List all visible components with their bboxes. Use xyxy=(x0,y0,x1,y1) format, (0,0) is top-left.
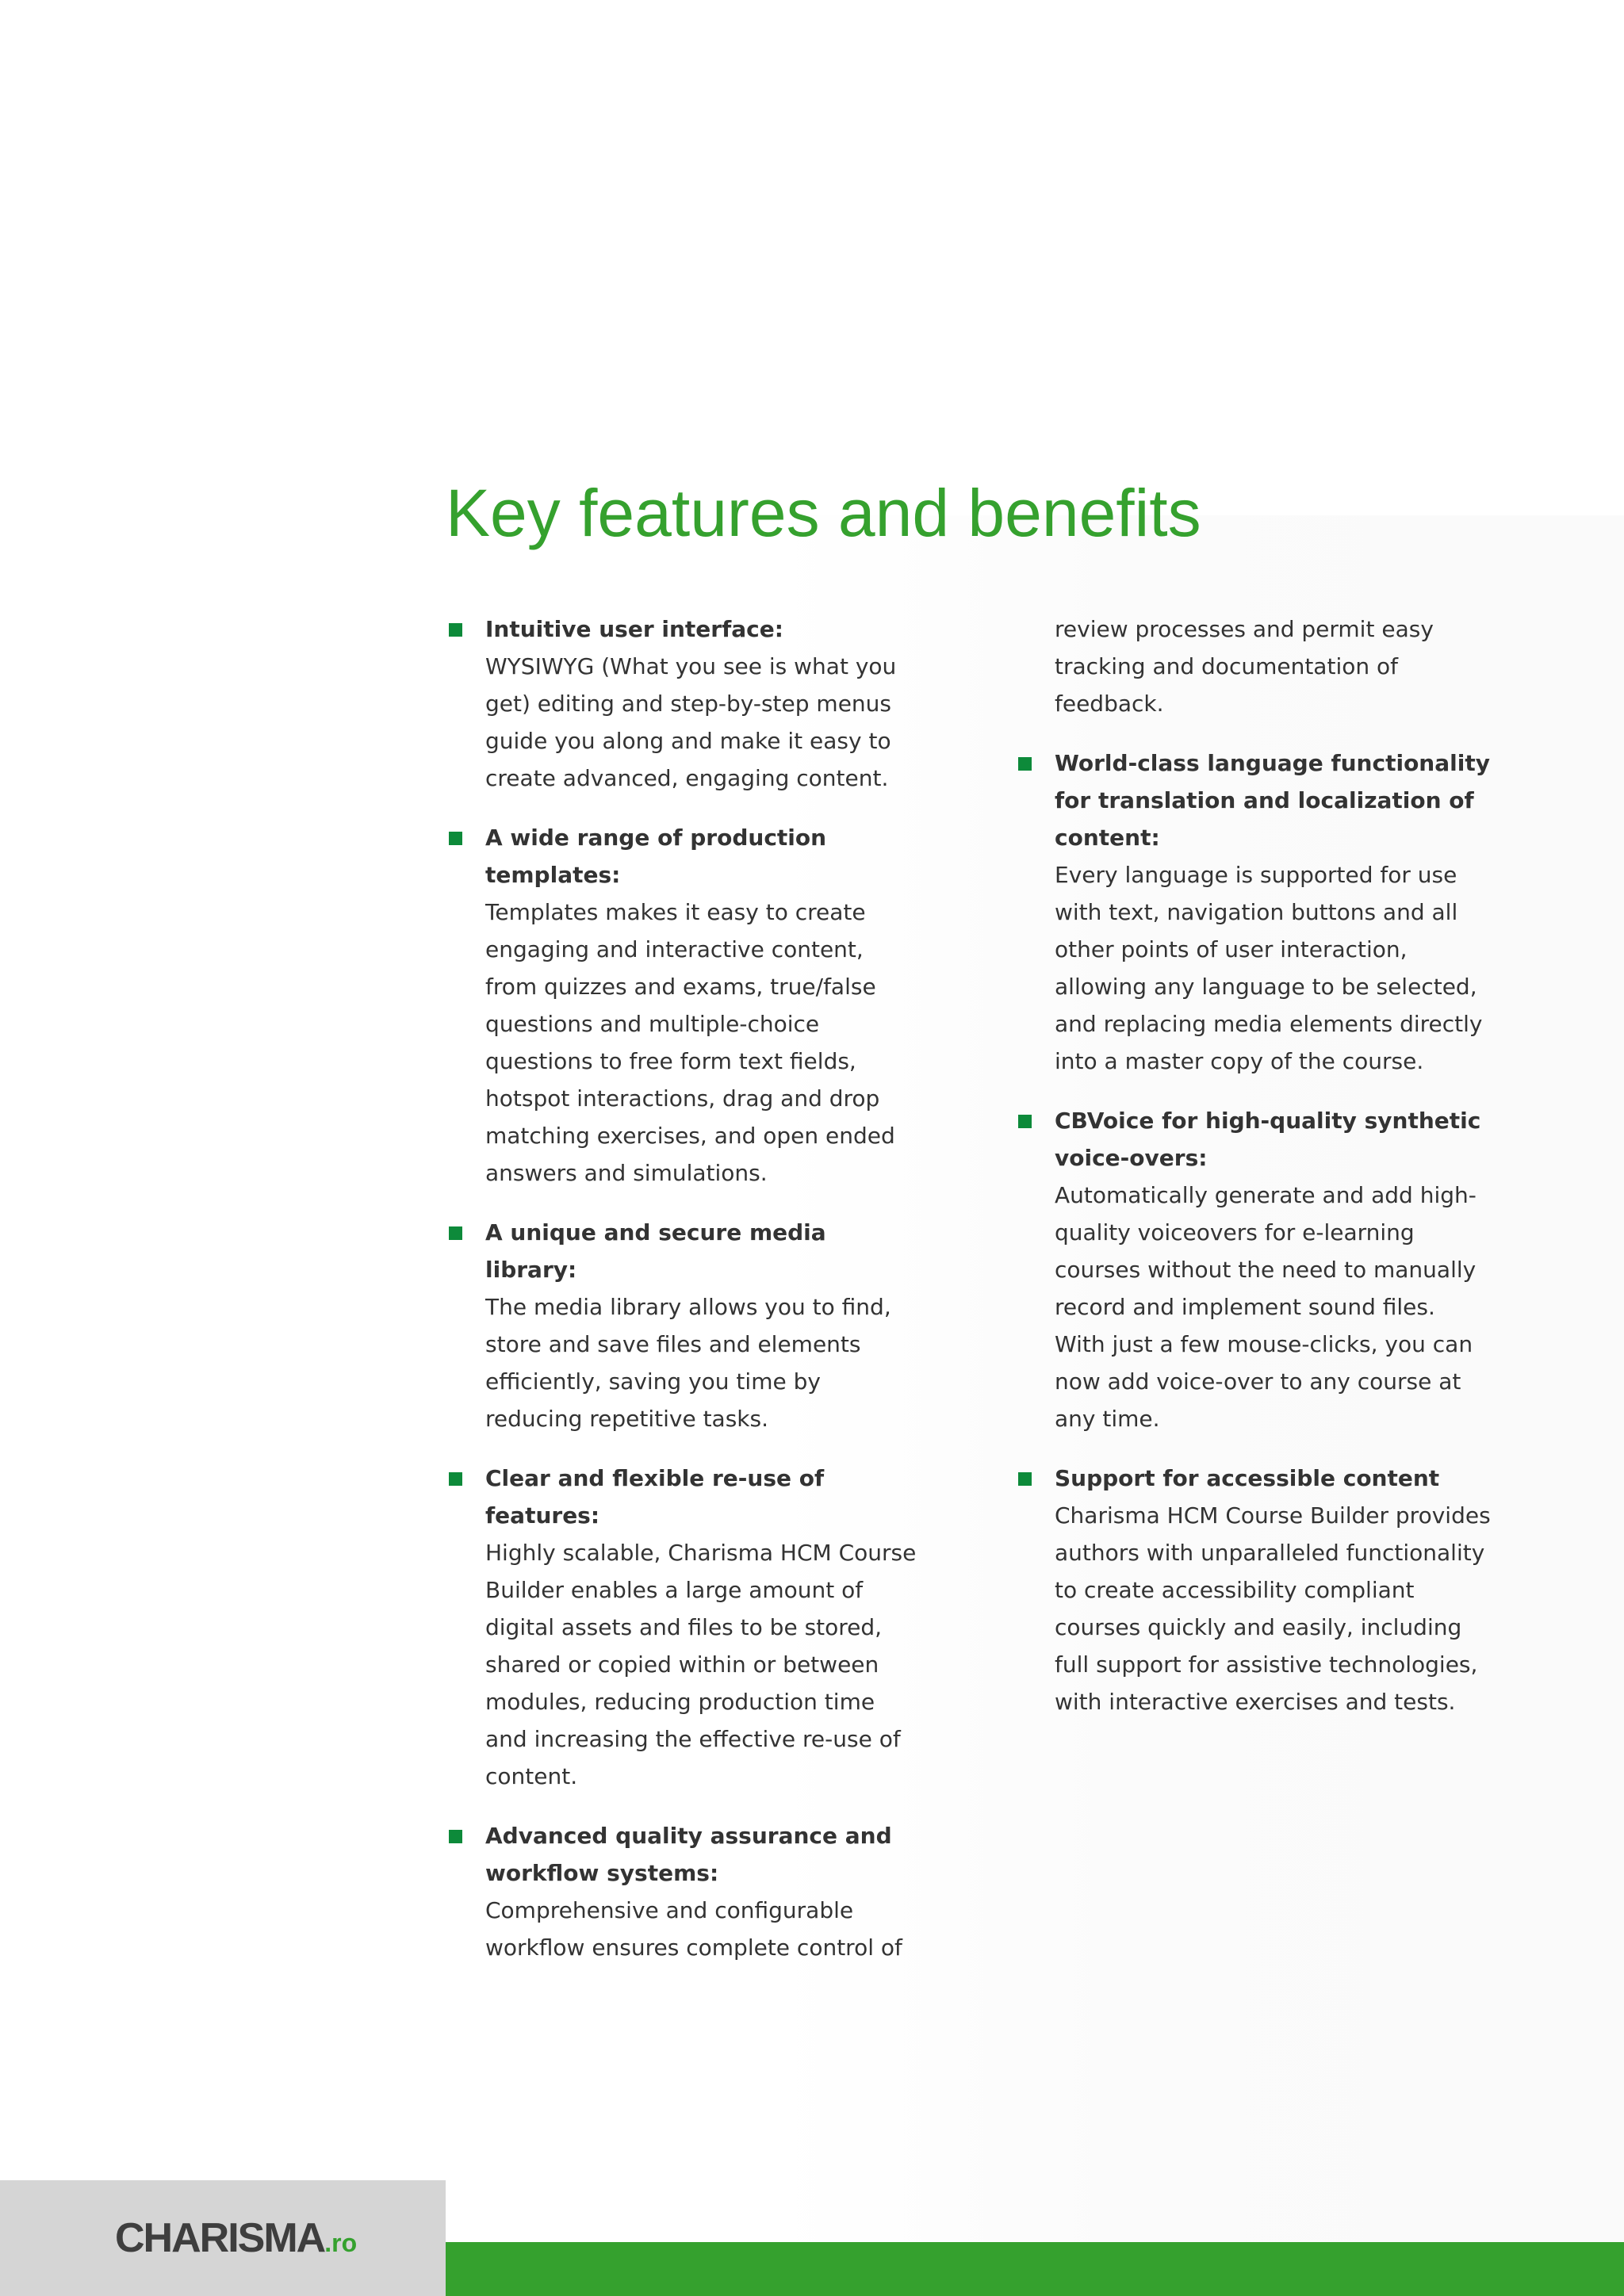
square-bullet-icon xyxy=(449,623,462,637)
feature-item xyxy=(446,1817,921,1966)
features-column-right xyxy=(1015,610,1491,1743)
feature-title: A wide range of production templates: xyxy=(485,825,827,888)
feature-title: Intuitive user interface: xyxy=(485,616,783,642)
feature-title: Advanced quality assurance and workflow systems: xyxy=(485,1823,892,1886)
feature-description: review processes and permit easy tracking and documentation of feedback. xyxy=(1055,616,1434,717)
logo-wordmark: CHARISMA xyxy=(115,2215,325,2261)
feature-item xyxy=(446,1460,921,1795)
square-bullet-icon xyxy=(449,832,462,845)
square-bullet-icon xyxy=(1018,1472,1032,1486)
feature-description: Automatically generate and add high-quality voiceovers for e-learning courses without the need to manually record and implement sound files. With just a few mouse-clicks, you can now add voice-over to any course at any time. xyxy=(1055,1182,1477,1432)
feature-title: Clear and flexible re-use of features: xyxy=(485,1465,825,1529)
feature-item xyxy=(446,610,921,797)
square-bullet-icon xyxy=(449,1472,462,1486)
feature-title: World-class language functionality for translation and localization of content: xyxy=(1055,750,1490,851)
feature-title: CBVoice for high-quality synthetic voice-overs: xyxy=(1055,1108,1481,1171)
square-bullet-icon xyxy=(1018,1115,1032,1128)
square-bullet-icon xyxy=(449,1830,462,1843)
feature-description: Templates makes it easy to create engaging and interactive content, from quizzes and exams, true/false questions and multiple-choice questions to free form text fields, hotspot interactions, drag and drop matching exercises, and open ended answers and simulations. xyxy=(485,899,895,1186)
square-bullet-icon xyxy=(1018,757,1032,771)
feature-item xyxy=(446,819,921,1192)
feature-item xyxy=(1015,1460,1491,1720)
feature-description-continuation xyxy=(1015,610,1491,722)
feature-description: Charisma HCM Course Builder provides authors with unparalleled functionality to create accessibility compliant courses quickly and easily, including full support for assistive technologies, with interactive exercises and tests. xyxy=(1055,1502,1491,1715)
footer-accent-bar xyxy=(446,2242,1624,2296)
feature-description: WYSIWYG (What you see is what you get) editing and step-by-step menus guide you along and make it easy to create advanced, engaging content. xyxy=(485,653,897,791)
feature-description: Highly scalable, Charisma HCM Course Builder enables a large amount of digital assets and files to be stored, shared or copied within or between modules, reducing production time and increasing the effective re-use of content. xyxy=(485,1540,917,1789)
page-title: Key features and benefits xyxy=(446,476,1201,550)
feature-description: Every language is supported for use with text, navigation buttons and all other points of user interaction, allowing any language to be selected, and replacing media elements directly into a master copy of the course. xyxy=(1055,862,1483,1074)
logo-domain-suffix: .ro xyxy=(324,2229,358,2257)
feature-title: Support for accessible content xyxy=(1055,1465,1440,1491)
feature-item xyxy=(1015,744,1491,1080)
feature-description: Comprehensive and configurable workflow ensures complete control of xyxy=(485,1897,902,1961)
features-column-left xyxy=(446,610,921,1988)
feature-item xyxy=(1015,1102,1491,1437)
feature-description: The media library allows you to find, store and save files and elements efficiently, saving you time by reducing repetitive tasks. xyxy=(485,1294,891,1432)
charisma-logo xyxy=(115,2214,357,2272)
square-bullet-icon xyxy=(449,1226,462,1240)
feature-item xyxy=(446,1214,921,1437)
feature-title: A unique and secure media library: xyxy=(485,1219,826,1283)
